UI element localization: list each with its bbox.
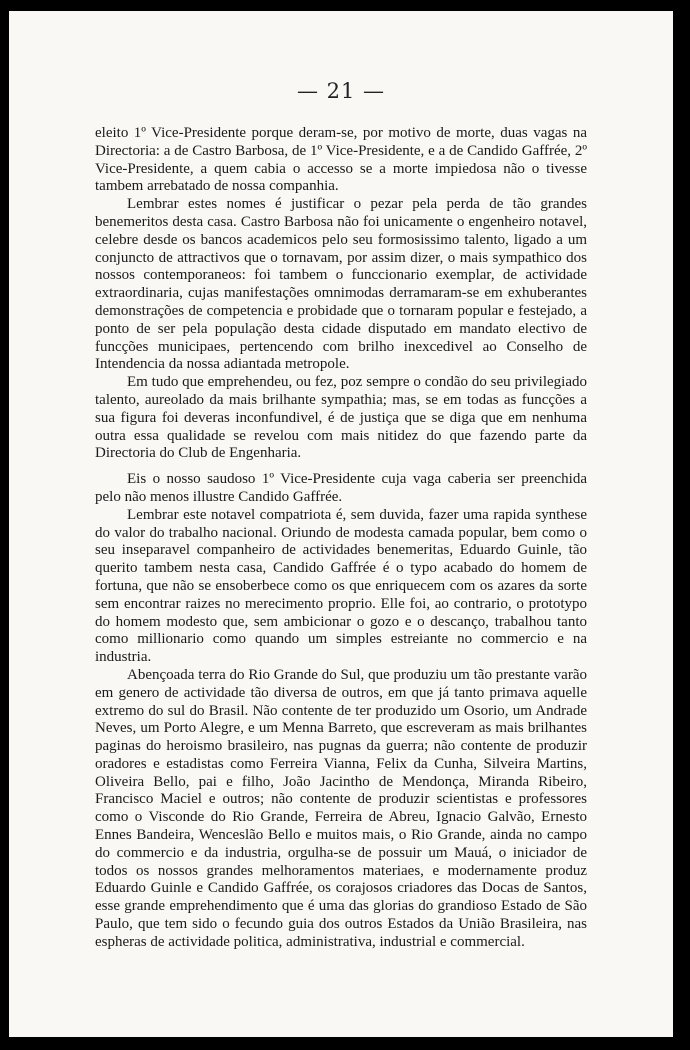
body-text: [95, 125, 587, 952]
paragraph: Lembrar este notavel compatriota é, sem duvida, fazer uma rapida synthese do valor do trabalho nacional. Oriundo de modesta camada popular, bem como o seu inseparavel companheiro de actividades benemeritas, Eduardo Guinle, tão querito tambem nesta casa, Candido Gaffrée é o typo acabado do homem de fortuna, que não se ensoberbece como os que enriquecem com os azares da sorte sem encontrar raizes no merecimento proprio. Elle foi, ao contrario, o prototypo do homem modesto que, sem ambicionar o gozo e o descanço, trabalhou tanto como millionario como quando um simples estreiante no commercio e na industria.: [95, 506, 587, 666]
paragraph: Eis o nosso saudoso 1º Vice-Presidente cuja vaga caberia ser preenchida pelo não menos illustre Candido Gaffrée.: [95, 471, 587, 505]
book-page: [9, 11, 673, 1037]
page-number: — 21 —: [296, 79, 386, 103]
paragraph: Abençoada terra do Rio Grande do Sul, que produziu um tão prestante varão em genero de actividade tão diversa de outros, em que já tanto primava aquelle extremo do sul do Brasil. Não contente de ter produzido um Osorio, um Andrade Neves, um Porto Alegre, e um Menna Barreto, que escreveram as mais brilhantes paginas do heroismo brasileiro, nas pugnas da guerra; não contente de produzir oradores e estadistas como Ferreira Vianna, Felix da Cunha, Silveira Martins, Oliveira Bello, pai e filho, João Jacintho de Mendonça, Miranda Ribeiro, Francisco Maciel e outros; não contente de produzir scientistas e professores como o Visconde do Rio Grande, Ferreira de Abreu, Ignacio Galvão, Ernesto Ennes Bandeira, Wenceslão Bello e muitos mais, o Rio Grande, ainda no campo do commercio e da industria, orgulha-se de possuir um Mauá, o iniciador de todos os nossos grandes melhoramentos materiaes, e modernamente produz Eduardo Guinle e Candido Gaffrée, os corajosos criadores das Docas de Santos, esse grande emprehendimento que é uma das glorias do grandioso Estado de São Paulo, que tem sido o fecundo guia dos outros Estados da União Brasileira, nas espheras de actividade politica, administrativa, industrial e commercial.: [95, 666, 587, 950]
paragraph: eleito 1º Vice-Presidente porque deram-se, por motivo de morte, duas vagas na Directoria: a de Castro Barbosa, de 1º Vice-Presidente, e a de Candido Gaffrée, 2º Vice-Presidente, a quem cabia o accesso se a morte impiedosa não o tivesse tambem arrebatado de nossa companhia.: [95, 125, 587, 195]
paragraph: Em tudo que emprehendeu, ou fez, poz sempre o condão do seu privilegiado talento, aureolado da mais brilhante sympathia; mas, se em todas as funcções a sua figura foi deveras inconfundivel, é de justiça que se diga que em nenhuma outra essa qualidade se revelou com mais nitidez do que fazendo parte da Directoria do Club de Engenharia.: [95, 374, 587, 462]
paragraph: Lembrar estes nomes é justificar o pezar pela perda de tão grandes benemeritos desta casa. Castro Barbosa não foi unicamente o engenheiro notavel, celebre desde os bancos academicos pelo seu formosissimo talento, ligado a um conjuncto de attractivos que o tornavam, por assim dizer, o mais sympathico dos nossos contemporaneos: foi tambem o funccionario exemplar, de actividade extraordinaria, cujas manifestações omnimodas derramaram-se em exhuberantes demonstrações de competencia e probidade que o tornaram popular e festejado, a ponto de ser pela população desta cidade disputado em mandato electivo de funcções municipaes, pertencendo com brilho inexcedivel ao Conselho de Intendencia da nossa adiantada metropole.: [95, 196, 587, 373]
